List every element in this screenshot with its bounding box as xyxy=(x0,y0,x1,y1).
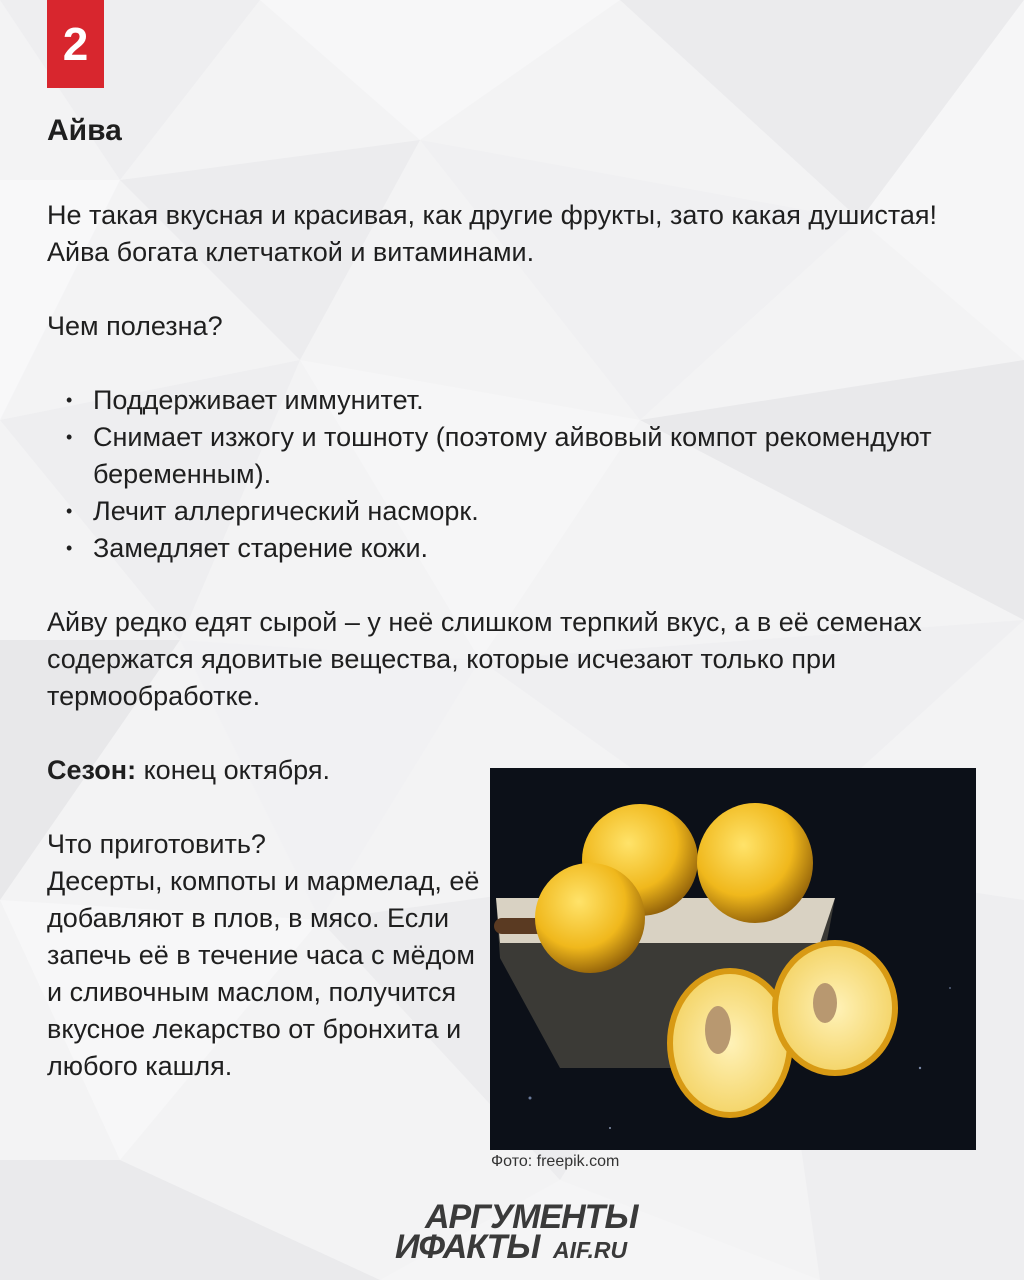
raw-note-paragraph: Айву редко едят сырой – у неё слишком терпкий вкус, а в её семенах содержатся ядовитые вещества, которые исчезают только при термообработке. xyxy=(47,607,922,711)
cook-heading: Что приготовить? xyxy=(47,829,266,859)
list-item: • Поддерживает иммунитет. xyxy=(66,382,966,419)
season-value: конец октября. xyxy=(136,755,331,785)
list-item: • Снимает изжогу и тошноту (поэтому айвовый компот рекомендуют беременным). xyxy=(66,419,966,493)
season-line xyxy=(47,752,330,789)
season-label: Сезон: xyxy=(47,755,137,785)
article-title: Айва xyxy=(47,114,122,147)
quince-photo xyxy=(490,768,976,1150)
benefits-list xyxy=(66,382,966,567)
benefits-heading: Чем полезна? xyxy=(47,311,223,341)
list-item: • Лечит аллергический насморк. xyxy=(66,493,966,530)
logo-site: AIF.RU xyxy=(553,1237,628,1263)
cook-paragraph: Десерты, компоты и мармелад, её добавляют в плов, в мясо. Если запечь её в течение часа с мёдом и сливочным маслом, получится вкусное лекарство от бронхита и любого кашля. xyxy=(47,866,480,1081)
photo-credit: Фото: freepik.com xyxy=(491,1153,620,1170)
logo-line1: АРГУМЕНТЫ xyxy=(425,1198,638,1236)
page-number-badge: 2 xyxy=(47,0,104,88)
intro-paragraph: Не такая вкусная и красивая, как другие фрукты, зато какая душистая! Айва богата клетчаткой и витаминами. xyxy=(47,200,938,267)
logo-line2: ИФАКТЫ xyxy=(395,1228,540,1266)
publisher-logo xyxy=(395,1200,665,1264)
list-item: • Замедляет старение кожи. xyxy=(66,530,966,567)
